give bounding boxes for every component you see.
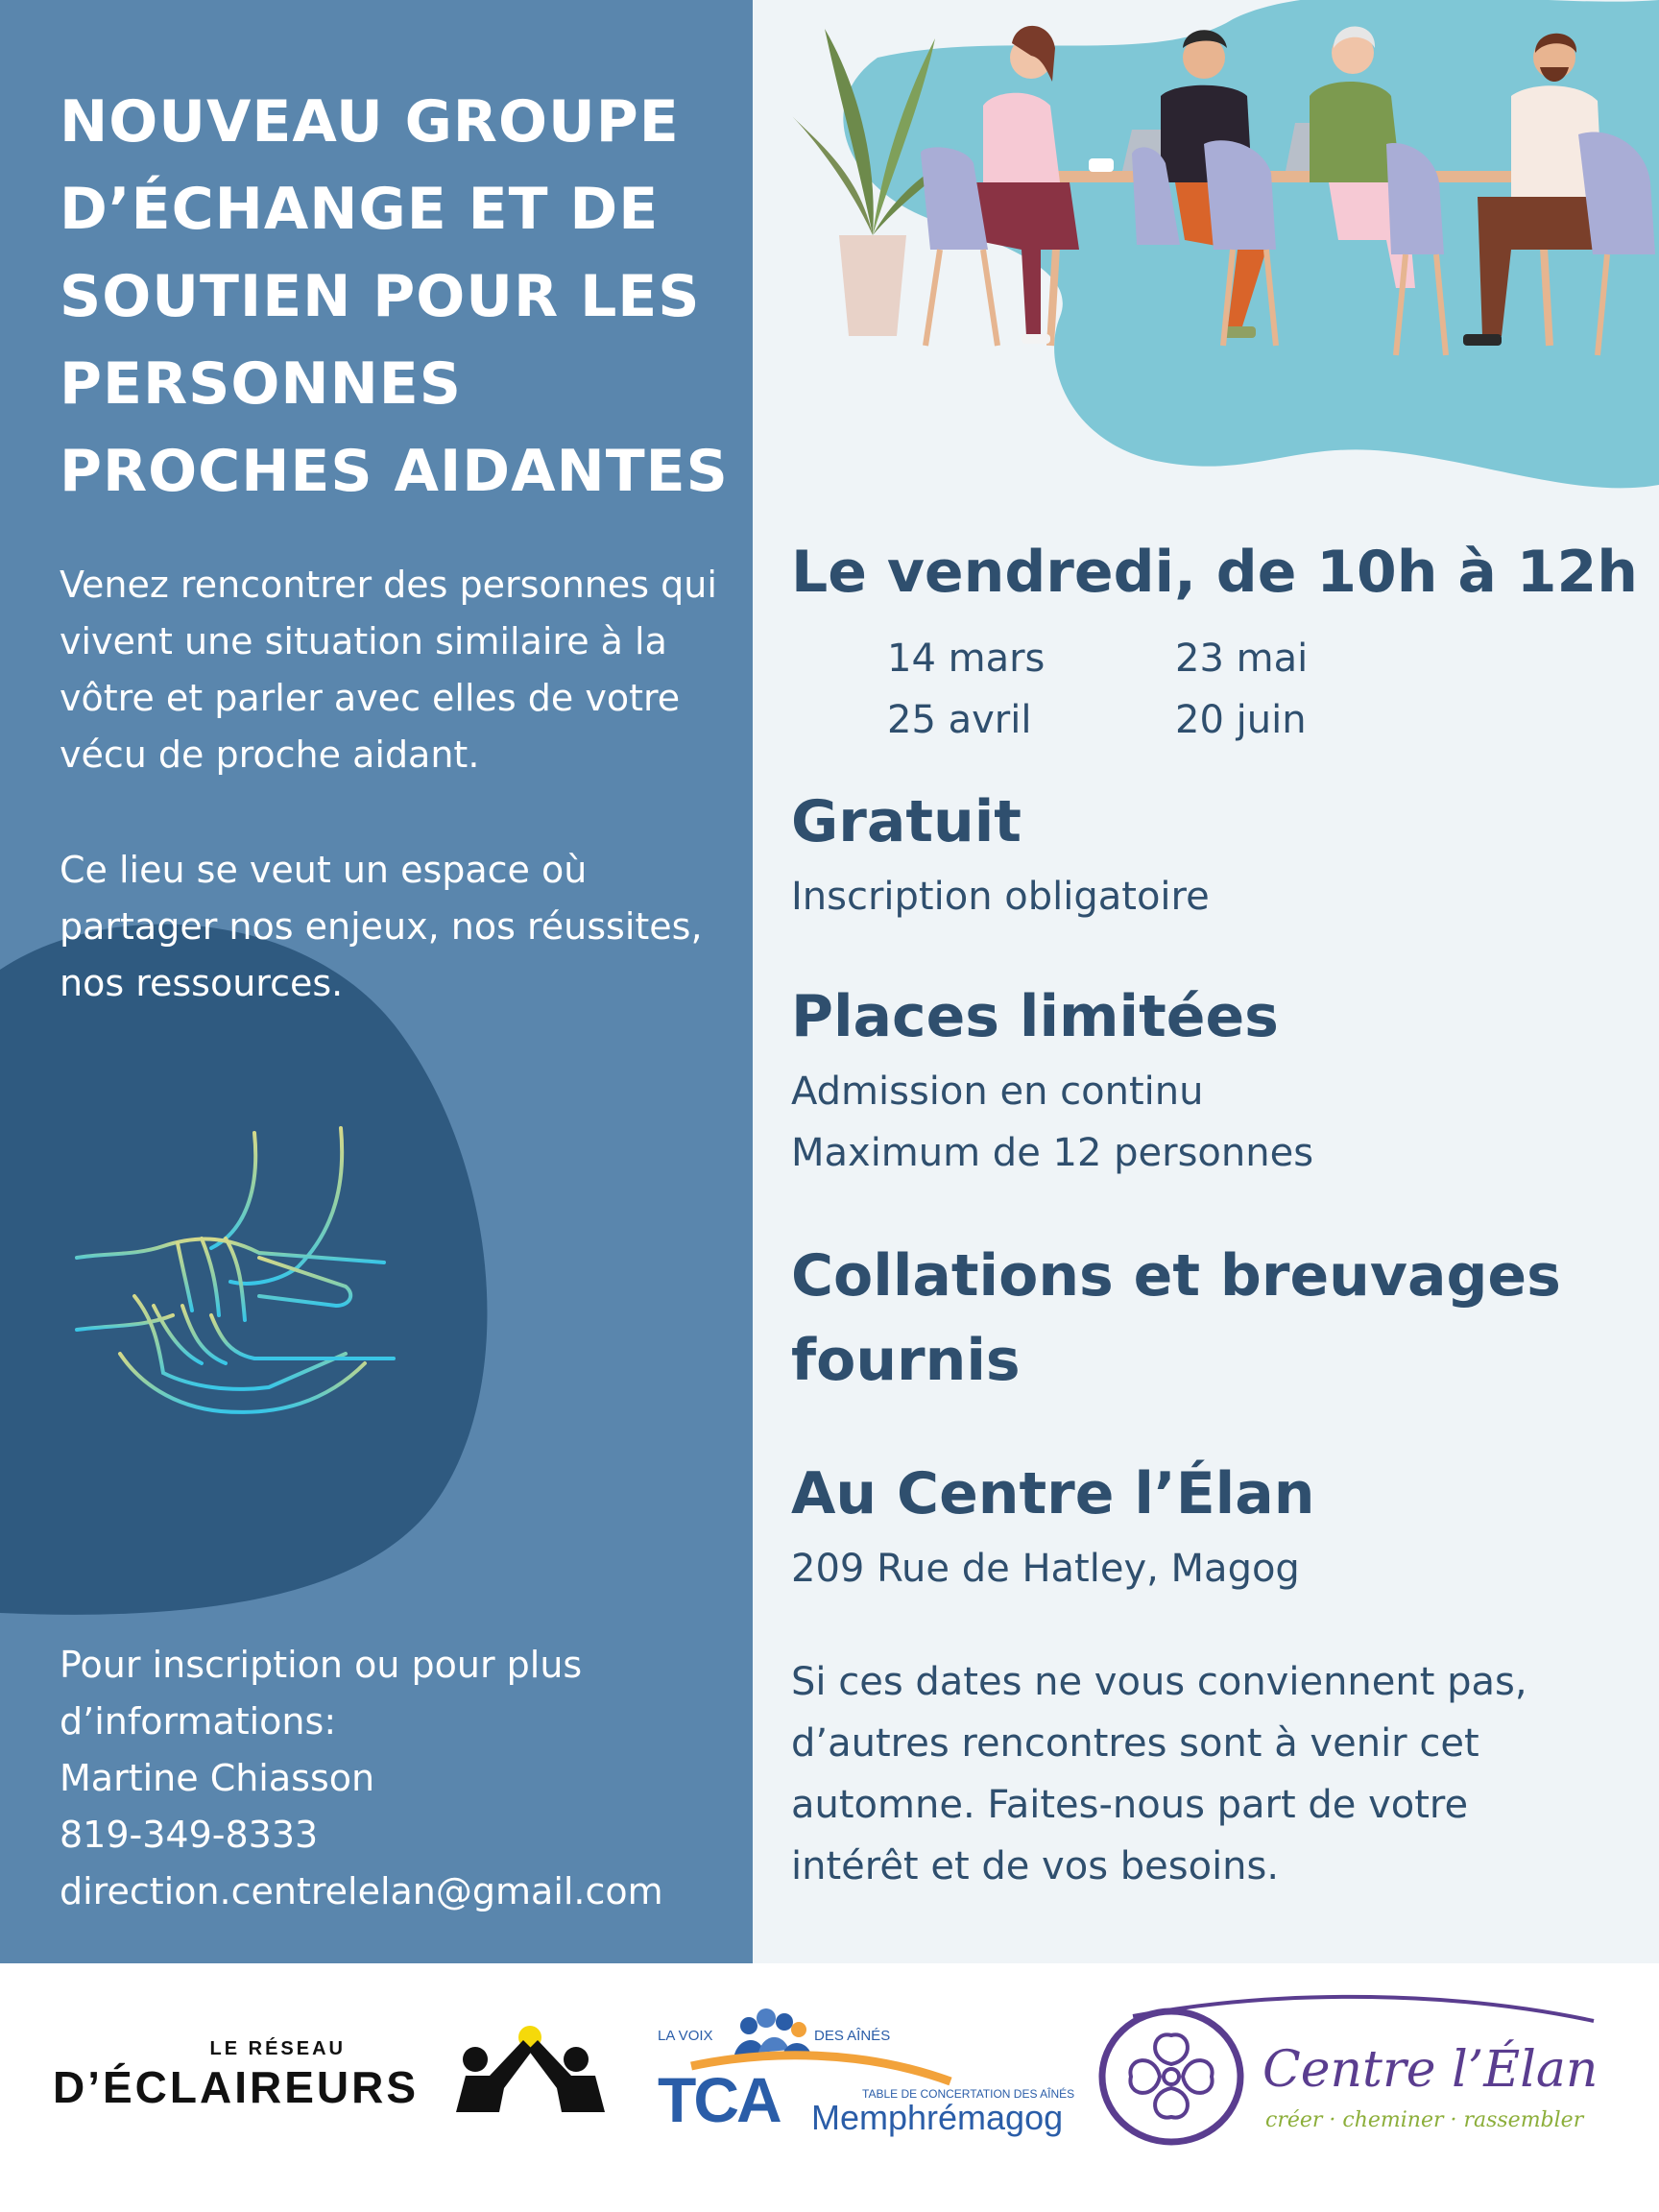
- admission-note: Admission en continu: [791, 1070, 1204, 1114]
- tca-table: TABLE DE CONCERTATION DES AÎNÉS: [862, 2087, 1075, 2101]
- contact-line-2: d’informations:: [60, 1700, 337, 1743]
- snacks-title: Collations et breuvages fournis: [791, 1242, 1561, 1394]
- tca-aines: DES AÎNÉS: [814, 2028, 891, 2044]
- tca-memphremagog: Memphrémagog: [811, 2098, 1064, 2137]
- eclaireurs-big: D’ÉCLAIREURS: [53, 2062, 420, 2112]
- contact-info: [60, 1637, 741, 1920]
- person-3: [1310, 27, 1446, 356]
- centre-elan-logo: [1094, 1992, 1632, 2146]
- left-panel: [0, 0, 753, 1963]
- person-4: [1463, 34, 1655, 355]
- hands-together-icon: [67, 1123, 413, 1431]
- date-item: 25 avril: [887, 698, 1032, 742]
- registration-note: Inscription obligatoire: [791, 875, 1210, 919]
- dates-list: [887, 628, 1463, 751]
- free-title: Gratuit: [791, 788, 1022, 855]
- eclaireurs-small: LE RÉSEAU: [209, 2038, 346, 2059]
- max-people-note: Maximum de 12 personnes: [791, 1131, 1314, 1175]
- contact-email[interactable]: direction.centrelelan@gmail.com: [60, 1870, 663, 1912]
- elan-flower-icon: [1130, 2034, 1212, 2117]
- people-meeting-illustration: [753, 0, 1659, 384]
- intro-paragraph: Venez rencontrer des personnes qui vivent une situation similaire à la vôtre et parler avec elles de votre vécu de proche aidant.: [60, 564, 717, 776]
- schedule-title: Le vendredi, de 10h à 12h: [791, 539, 1638, 606]
- date-item: 23 mai: [1175, 637, 1309, 681]
- elan-name: Centre l’Élan: [1262, 2041, 1599, 2099]
- limited-places-title: Places limitées: [791, 983, 1279, 1050]
- eclaireurs-logo: [53, 2007, 619, 2122]
- page-title: NOUVEAU GROUPE D’ÉCHANGE ET DE SOUTIEN POUR LES PERSONNES PROCHES AIDANTES: [60, 88, 729, 505]
- limited-places-info: [791, 1061, 1313, 1184]
- note-line: d’autres rencontres sont à venir cet: [791, 1721, 1479, 1766]
- intro-paragraph-2: Ce lieu se veut un espace où partager nos enjeux, nos réussites, nos ressources.: [60, 849, 703, 1004]
- tca-voix: LA VOIX: [658, 2028, 713, 2044]
- right-panel: [753, 0, 1659, 1963]
- date-item: 14 mars: [887, 637, 1046, 681]
- tca-logo: [653, 1997, 1075, 2141]
- tca-big: TCA: [658, 2064, 780, 2135]
- note-line: Si ces dates ne vous conviennent pas,: [791, 1660, 1527, 1704]
- location-address: 209 Rue de Hatley, Magog: [791, 1547, 1300, 1591]
- date-item: 20 juin: [1175, 698, 1307, 742]
- elan-tagline: créer · cheminer · rassembler: [1265, 2108, 1584, 2132]
- location-title: Au Centre l’Élan: [791, 1460, 1315, 1527]
- contact-phone[interactable]: 819-349-8333: [60, 1814, 319, 1856]
- contact-line-1: Pour inscription ou pour plus: [60, 1644, 583, 1686]
- note-line: automne. Faites-nous part de votre: [791, 1783, 1469, 1827]
- contact-name: Martine Chiasson: [60, 1757, 375, 1799]
- note-line: intérêt et de vos besoins.: [791, 1844, 1280, 1888]
- closing-note: [791, 1651, 1636, 1897]
- person-2: [1132, 30, 1276, 346]
